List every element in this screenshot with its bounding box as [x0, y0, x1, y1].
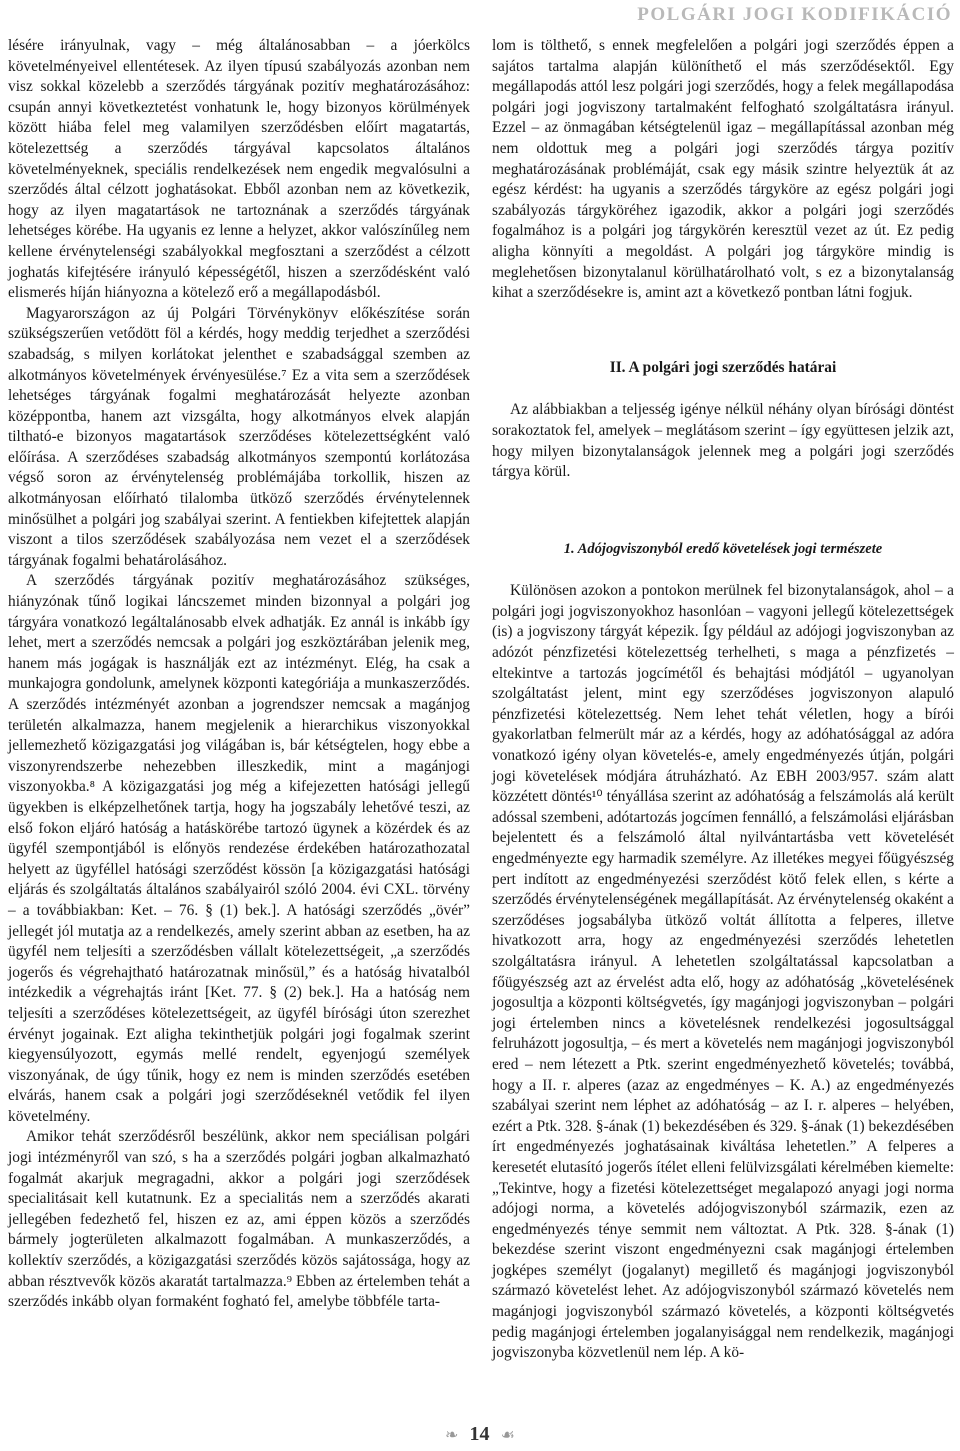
ornament-right-icon: ☙: [500, 1425, 515, 1444]
page-number: 14: [469, 1423, 490, 1445]
paragraph: lésére irányulnak, vagy – még általánosabban – a jóerkölcs követelményeivel ellentétesek. Az ilyen típusú szabályozás azonban nem visz sokkal közelebb a szerződés tárgyának pozitív meghatározásához: csupán annyi következtetést vonhatunk le, hogy bizonyos körülmények között hiába felel meg valamilyen szerződésben előírt magatartás, kötelezettség a szerződés tárgyával kapcsolatos általános követelményeknek, speciális rendelkezések nem engedik megvalósulni a szerződés által célzott joghatásokat. Ebből azonban nem az következik, hogy az ilyen magatartások ne tartoznának a szerződés tárgyának lehetséges körébe. Ha ugyanis ez lenne a helyzet, akkor valószínűleg nem kellene érvénytelenségi szabályokkal megfosztani a szerződést a célzott joghatás kifejtésére irányuló képességétől, hiszen a szerződésként való elismerés híján hiányozna a kötelező erő a megállapodásból.: [8, 37, 470, 302]
paragraph: Magyarországon az új Polgári Törvénykönyv előkészítése során szükségszerűen vetődött föl a kérdés, hogy meddig terjedhet a szerződési szabadság, s milyen korlátokat jelenthet e szabadsággal szemben az alkotmányos követelmények érvényesülése.⁷ Ez a vita sem a szerződések lehetséges tárgyának fogalmi meghatározását helyezte azonban középpontba, hanem azt vizsgálta, hogy alkotmányos elvek alapján tiltható-e bizonyos magatartások szerződéses kötelezettségként való előírása. A szerződéses szabadság alkotmányos szempontú korlátozása végső soron az érvénytelenség problémájába torkollik, hiszen az alkotmányosan előírható tilalomba ütköző szerződés érvénytelennek minősülhet a polgári jog szabályai szerint. A fentiekben kifejtettek alapján viszont a tilos szerződések szabályozása nem vezet el a szerződések tárgyának fogalmi behatárolásához.: [8, 304, 470, 569]
section-title: II. A polgári jogi szerződés határai: [609, 358, 837, 376]
paragraph: Amikor tehát szerződésről beszélünk, akkor nem speciálisan polgári jogi intézményről van szó, s ha a szerződés polgári jogban alkalmazható fogalmát akarjuk megragadni, akkor a polgári jogi szerződések specialitásait kell kutatnunk. Ez a specialitás nem a szerződés akarati jellegében fedezhető fel, hiszen ez az, ami éppen közös a szerződés bármely jogterületen alkalmazott fogalmában. A munkaszerződés, a kollektív szerződés, a közigazgatási szerződés közös sajátossága, hogy az abban résztvevők közös akaratát tartalmazza.⁹ Ebben az értelemben tehát a szerződés inkább olyan formaként fogható fel, amelybe többféle tarta-: [8, 1128, 470, 1311]
subsection-title: 1. Adójogviszonyból eredő követelések jogi természete: [563, 540, 883, 557]
right-column: [492, 36, 954, 1364]
journal-title: POLGÁRI JOGI KODIFIKÁCIÓ: [637, 4, 952, 25]
paragraph: Az alábbiakban a teljesség igénye nélkül néhány olyan bírósági döntést sorakoztatok fel, amelyek – meglátásom szerint – így együttesen jelzik azt, hogy milyen bizonytalanságok jelennek meg a polgári jogi szerződés tárgya körül.: [492, 401, 954, 481]
paragraph: A szerződés tárgyának pozitív meghatározásához szükséges, hiányzónak tűnő logikai láncszemet minden bizonnyal a polgári jog tárgyára vonatkozó legáltalánosabb elvek adhatják. Ez annál is inkább így lehet, mert a szerződés nemcsak a polgári jog eszköztárában jelenik meg, hanem más jogágak is használják ezt az intézményt. Elég, ha csak a munkajogra gondolunk, amelynek központi kategóriája a munkaszerződés. A szerződés intézményét azonban a jogrendszer nemcsak a magánjog területén alkalmazza, hanem megjelenik a hierarchikus viszonyokkal jellemezhető közigazgatási jog világában is, bár kétségtelen, hogy ebbe a viszonyrendszerbe nehezebben illeszkedik, mint a magánjogi viszonyokba.⁸ A közigazgatási jog még a kifejezetten hatósági jellegű ügyekben is elképzelhetőnek tartja, hogy ha jogszabály lehetővé teszi, az első fokon eljáró hatóság a hatáskörébe tartozó ügynek a közérdek és az ügyfél szempontjából is előnyös rendezése érdekében határozathozatal helyett az ügyféllel hatósági szerződést kössön [a közigazgatási hatósági eljárás és szolgáltatás általános szabályairól szóló 2004. évi CXL. törvény – a továbbiakban: Ket. – 76. § (1) bek.]. A hatósági szerződés „övér” jellegét jól mutatja az a rendelkezés, amely szerint abban az esetben, ha az ügyfél nem teljesíti a szerződésben vállalt kötelezettségeit, „a szerződés jogerős és végrehajtható határozatnak minősül,” és a hatóság hivatalból intézkedik a végrehajtás iránt [Ket. 77. § (2) bek.]. Ha a hatóság nem teljesíti a szerződéses kötelezettségeit, az ügyfél bírósági úton szerezhet érvényt jogainak. Ezt aligha tekinthetjük polgári jogi fogalmak szerint kiegyensúlyozott, egymás mellé rendelt, egyenjogú személyek viszonyának, de úgy tűnik, hogy ez nem is minden szerződés esetében elvárás, hanem csak a polgári jogi szerződéseknél vetődik fel ilyen követelmény.: [8, 572, 470, 1125]
running-header: [0, 0, 960, 30]
paragraph: lom is tölthető, s ennek megfelelően a polgári jogi szerződés éppen a sajátos tartalma alapján különíthető el más szerződésektől. Egy megállapodás attól lesz polgári jogi szerződés, hogy a felek megállapodása polgári jogi jogviszony tartalmaként felfogható szolgáltatásra irányul. Ezzel – az önmagában kétségtelenül igaz – megállapítással azonban még nem oldottuk meg a polgári jogi szerződés tárgya pozitív meghatározásának problémáját, csak egy másik szintre helyeztük át az egész kérdést: ha ugyanis a szerződés tárgyköre az egész polgári jogi szabályozás tárgyköréhez igazodik, akkor a polgári jogi szerződés fogalmához is a polgári jog tárgykörén keresztül vezet az út. Ez pedig aligha könnyíti a megoldást. A polgári jog tárgyköre mindig is meglehetősen bizonytalanul körülhatárolható volt, s ez a bizonytalanság kihat a szerződésekre is, amint azt a következő pontban látni fogjuk.: [492, 37, 954, 302]
paragraph: Különösen azokon a pontokon merülnek fel bizonytalanságok, ahol – a polgári jogi jogviszonyokhoz hasonlóan – vagyoni jellegű kötelezettségek (is) a jogviszony tárgyát képezik. Így például az adójogi jogviszonyban az adózót pénzfizetési kötelezettség terhelheti, s maga a pénzfizetés – eltekintve a tartozás jogcímétől és behajtási módjától – ugyanolyan szolgáltatást jelent, mint egy szerződéses jogviszonyon alapuló pénzfizetési kötelezettség. Nem lehet tehát véletlen, hogy a bírói gyakorlatban felmerült már az a kérdés, hogy az adóhatósággal az adóra vonatkozó igény olyan követelés-e, amely engedményezés útján, polgári jogi követelések módjára átruházható. Az EBH 2003/957. szám alatt közzétett döntés¹⁰ tényállása szerint az adóhatóság a felszámolás alá került adóssal szembeni, adótartozás jogcímen fennálló, a felszámolási eljárásban bejelentett és a felszámoló által nyilvántartásba vett követelését engedményezte egy harmadik személyre. Az illetékes megyei főügyészség pert indított az engedményezési szerződést kötő felek ellen, s kérte a szerződés érvénytelenségének megállapítását. Az érvénytelenség okaként a szerződéses jogsabályba ütköző voltát állította a felperes, illetve hivatkozott arra, hogy az engedményezési szerződés lehetetlen szolgáltatásra irányul. A lehetetlen szolgáltatással kapcsolatban a főügyészség azt az érvelést adta elő, hogy az adóhatóság „követelésének jogosultja a központi költségvetés, így magánjogi jogviszonyban – polgári jogi értelemben nincs a követelésnek rendelkezési jogosultsággal felruházott jogosultja, – és mert a követelés nem magánjogi jogviszonyból ered – nem létezett a Ptk. szerint engedményezhető követelés; továbbá, hogy a II. r. alperes (azaz az engedményes – K. A.) az engedményezés szabályai szerint nem léphet az adóhatóság – az I. r. alperes – helyében, ezért a Ptk. 328. §-ának (1) bekezdésében és 329. §-ának (1) bekezdésében írt engedményezés joghatásainak kiváltása lehetetlen.” A felperes a keresetét elutasító jogerős ítélet elleni felülvizsgálati kérelmében kiemelte: „Tekintve, hogy a fizetési kötelezettséget megalapozó anyagi jogi norma adójogi norma, a követelés adójogviszonyból származik, ezen az engedményezés ténye semmit nem változtat. A Ptk. 328. §-ának (1) bekezdése szerint viszont engedményezni csak magánjogi értelemben jogképes személyt (jogalanyt) megillető és magánjogi jogviszonyból származó követelést lehet. Az adójogviszonyból származó követelés nem magánjogi jogviszonyból származó követelés, a központi költségvetés pedig magánjogi értelemben jogalanyisággal nem rendelkezik, magánjogi jogviszonyba közvetlenül nem lép. A kö-: [492, 582, 954, 1362]
page-footer: [0, 1417, 960, 1451]
ornament-left-icon: ❧: [445, 1425, 459, 1444]
left-column: [8, 36, 470, 1313]
